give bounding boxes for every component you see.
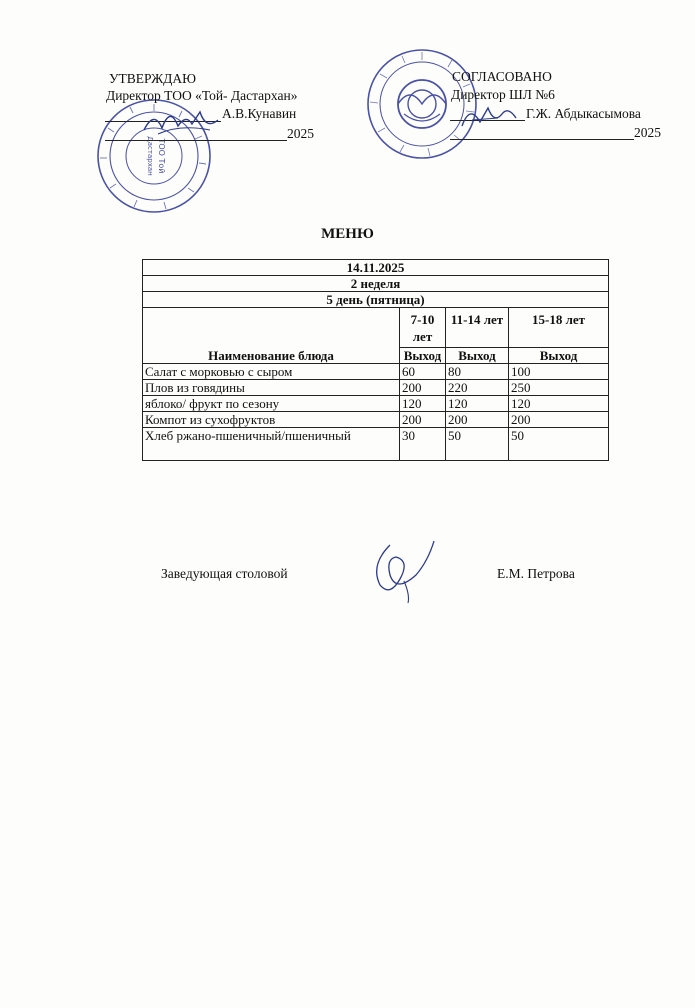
portion-value: 220 bbox=[446, 380, 509, 396]
table-row bbox=[143, 396, 609, 412]
dish-name-header: Наименование блюда bbox=[143, 308, 400, 364]
portion-value: 120 bbox=[446, 396, 509, 412]
portion-value: 50 bbox=[446, 428, 509, 461]
age-header-row bbox=[143, 308, 609, 348]
portion-value: 30 bbox=[400, 428, 446, 461]
menu-table bbox=[142, 259, 609, 461]
footer-name: Е.М. Петрова bbox=[497, 566, 575, 581]
agreed-signature-icon bbox=[458, 100, 538, 134]
table-row bbox=[143, 380, 609, 396]
output-header: Выход bbox=[509, 348, 609, 364]
portion-value: 200 bbox=[509, 412, 609, 428]
svg-text:Дастархан: Дастархан bbox=[146, 136, 154, 176]
day-row bbox=[143, 292, 609, 308]
approve-name: А.В.Кунавин bbox=[222, 106, 297, 121]
dish-name: Плов из говядины bbox=[143, 380, 400, 396]
output-header: Выход bbox=[400, 348, 446, 364]
output-header: Выход bbox=[446, 348, 509, 364]
footer-signature-icon bbox=[360, 535, 440, 605]
menu-date: 14.11.2025 bbox=[143, 260, 609, 276]
menu-week: 2 неделя bbox=[143, 276, 609, 292]
week-row bbox=[143, 276, 609, 292]
dish-name: Компот из сухофруктов bbox=[143, 412, 400, 428]
agreed-name: Г.Ж. Абдыкасымова bbox=[526, 106, 641, 121]
approve-year: 2025 bbox=[287, 126, 314, 141]
date-row bbox=[143, 260, 609, 276]
approve-position: Директор ТОО «Той- Дастархан» bbox=[106, 88, 298, 103]
dish-name: Салат с морковью с сыром bbox=[143, 364, 400, 380]
agreed-heading: СОГЛАСОВАНО bbox=[452, 69, 552, 84]
agreed-position: Директор ШЛ №6 bbox=[451, 87, 555, 102]
portion-value: 120 bbox=[509, 396, 609, 412]
approve-signature-icon bbox=[140, 100, 230, 140]
dish-name: Хлеб ржано-пшеничный/пшеничный bbox=[143, 428, 400, 461]
svg-text:ТОО Той: ТОО Той bbox=[157, 138, 166, 174]
portion-value: 80 bbox=[446, 364, 509, 380]
portion-value: 200 bbox=[400, 380, 446, 396]
portion-value: 60 bbox=[400, 364, 446, 380]
portion-value: 100 bbox=[509, 364, 609, 380]
portion-value: 200 bbox=[400, 412, 446, 428]
table-row bbox=[143, 412, 609, 428]
page-title: МЕНЮ bbox=[321, 226, 374, 242]
table-row bbox=[143, 364, 609, 380]
portion-value: 50 bbox=[509, 428, 609, 461]
age-group-header: 11-14 лет bbox=[446, 308, 509, 348]
approve-date-line bbox=[105, 140, 287, 141]
portion-value: 200 bbox=[446, 412, 509, 428]
menu-day: 5 день (пятница) bbox=[143, 292, 609, 308]
table-row bbox=[143, 428, 609, 461]
approve-heading: УТВЕРЖДАЮ bbox=[109, 71, 197, 86]
agreed-year: 2025 bbox=[634, 125, 661, 140]
footer-position: Заведующая столовой bbox=[161, 566, 288, 581]
dish-name: яблоко/ фрукт по сезону bbox=[143, 396, 400, 412]
age-group-header: 7-10 лет bbox=[400, 308, 446, 348]
age-group-header: 15-18 лет bbox=[509, 308, 609, 348]
portion-value: 120 bbox=[400, 396, 446, 412]
agreed-date-line bbox=[450, 139, 634, 140]
portion-value: 250 bbox=[509, 380, 609, 396]
